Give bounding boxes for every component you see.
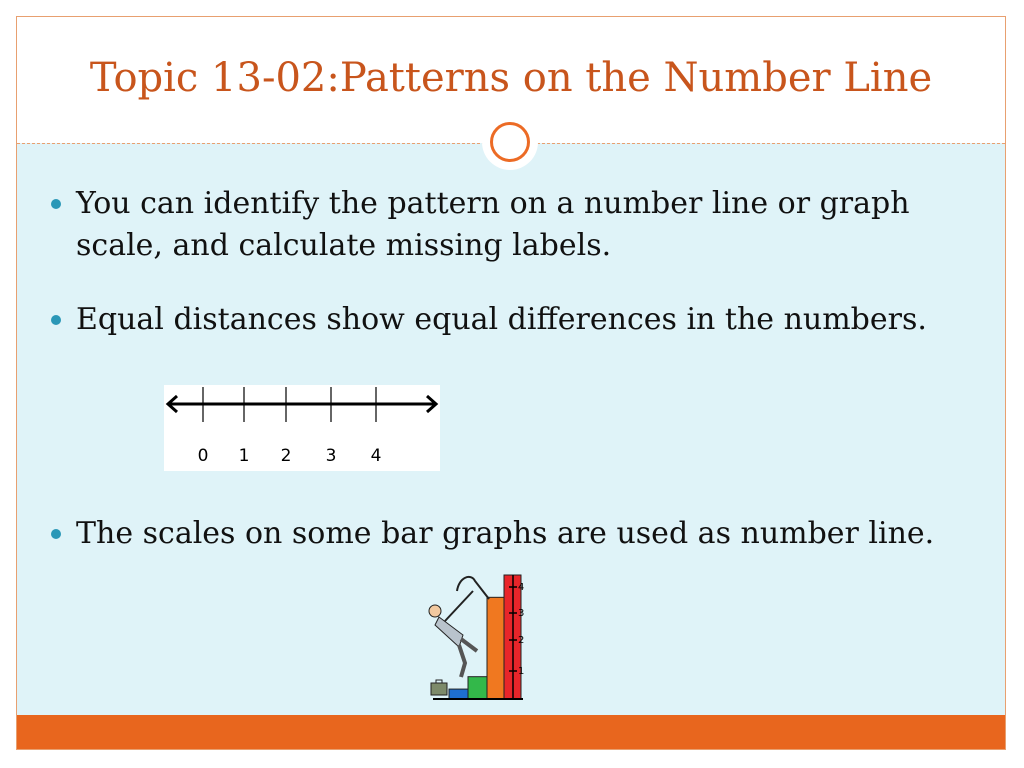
slide	[16, 16, 1006, 750]
bullet-item	[51, 513, 951, 555]
climbing-businessman-icon	[429, 577, 489, 677]
number-line-label: 3	[325, 446, 337, 466]
illustration-bar	[468, 677, 488, 699]
scale-label: 1	[518, 666, 525, 677]
number-line-svg	[164, 385, 440, 471]
bullet-dot	[51, 315, 61, 325]
footer-bar	[17, 715, 1005, 749]
bullet-text: The scales on some bar graphs are used as number line.	[76, 516, 935, 551]
slide-title: Topic 13-02:Patterns on the Number Line	[89, 55, 933, 101]
illustration-bar	[449, 689, 469, 699]
number-line-label: 4	[370, 446, 382, 466]
bullet-item	[51, 183, 951, 267]
bullet-text: Equal distances show equal differences in the numbers.	[76, 302, 927, 337]
briefcase-icon	[431, 680, 447, 695]
bullet-dot	[51, 529, 61, 539]
number-line-label: 2	[280, 446, 292, 466]
number-line-label: 1	[238, 446, 250, 466]
circle-divider-inner	[490, 122, 530, 162]
bullet-item	[51, 299, 951, 341]
circle-divider-icon	[482, 114, 538, 170]
bar-graph-climber-illustration	[415, 555, 545, 721]
number-line-label: 0	[197, 446, 209, 466]
scale-label: 3	[518, 608, 525, 619]
bullet-dot	[51, 199, 61, 209]
number-line-image	[164, 385, 440, 471]
scale-label: 2	[518, 635, 525, 646]
bar-graph-svg	[415, 555, 545, 721]
bullet-text: You can identify the pattern on a number line or graph scale, and calculate missing labels.	[76, 186, 910, 263]
scale-label: 4	[518, 582, 525, 593]
